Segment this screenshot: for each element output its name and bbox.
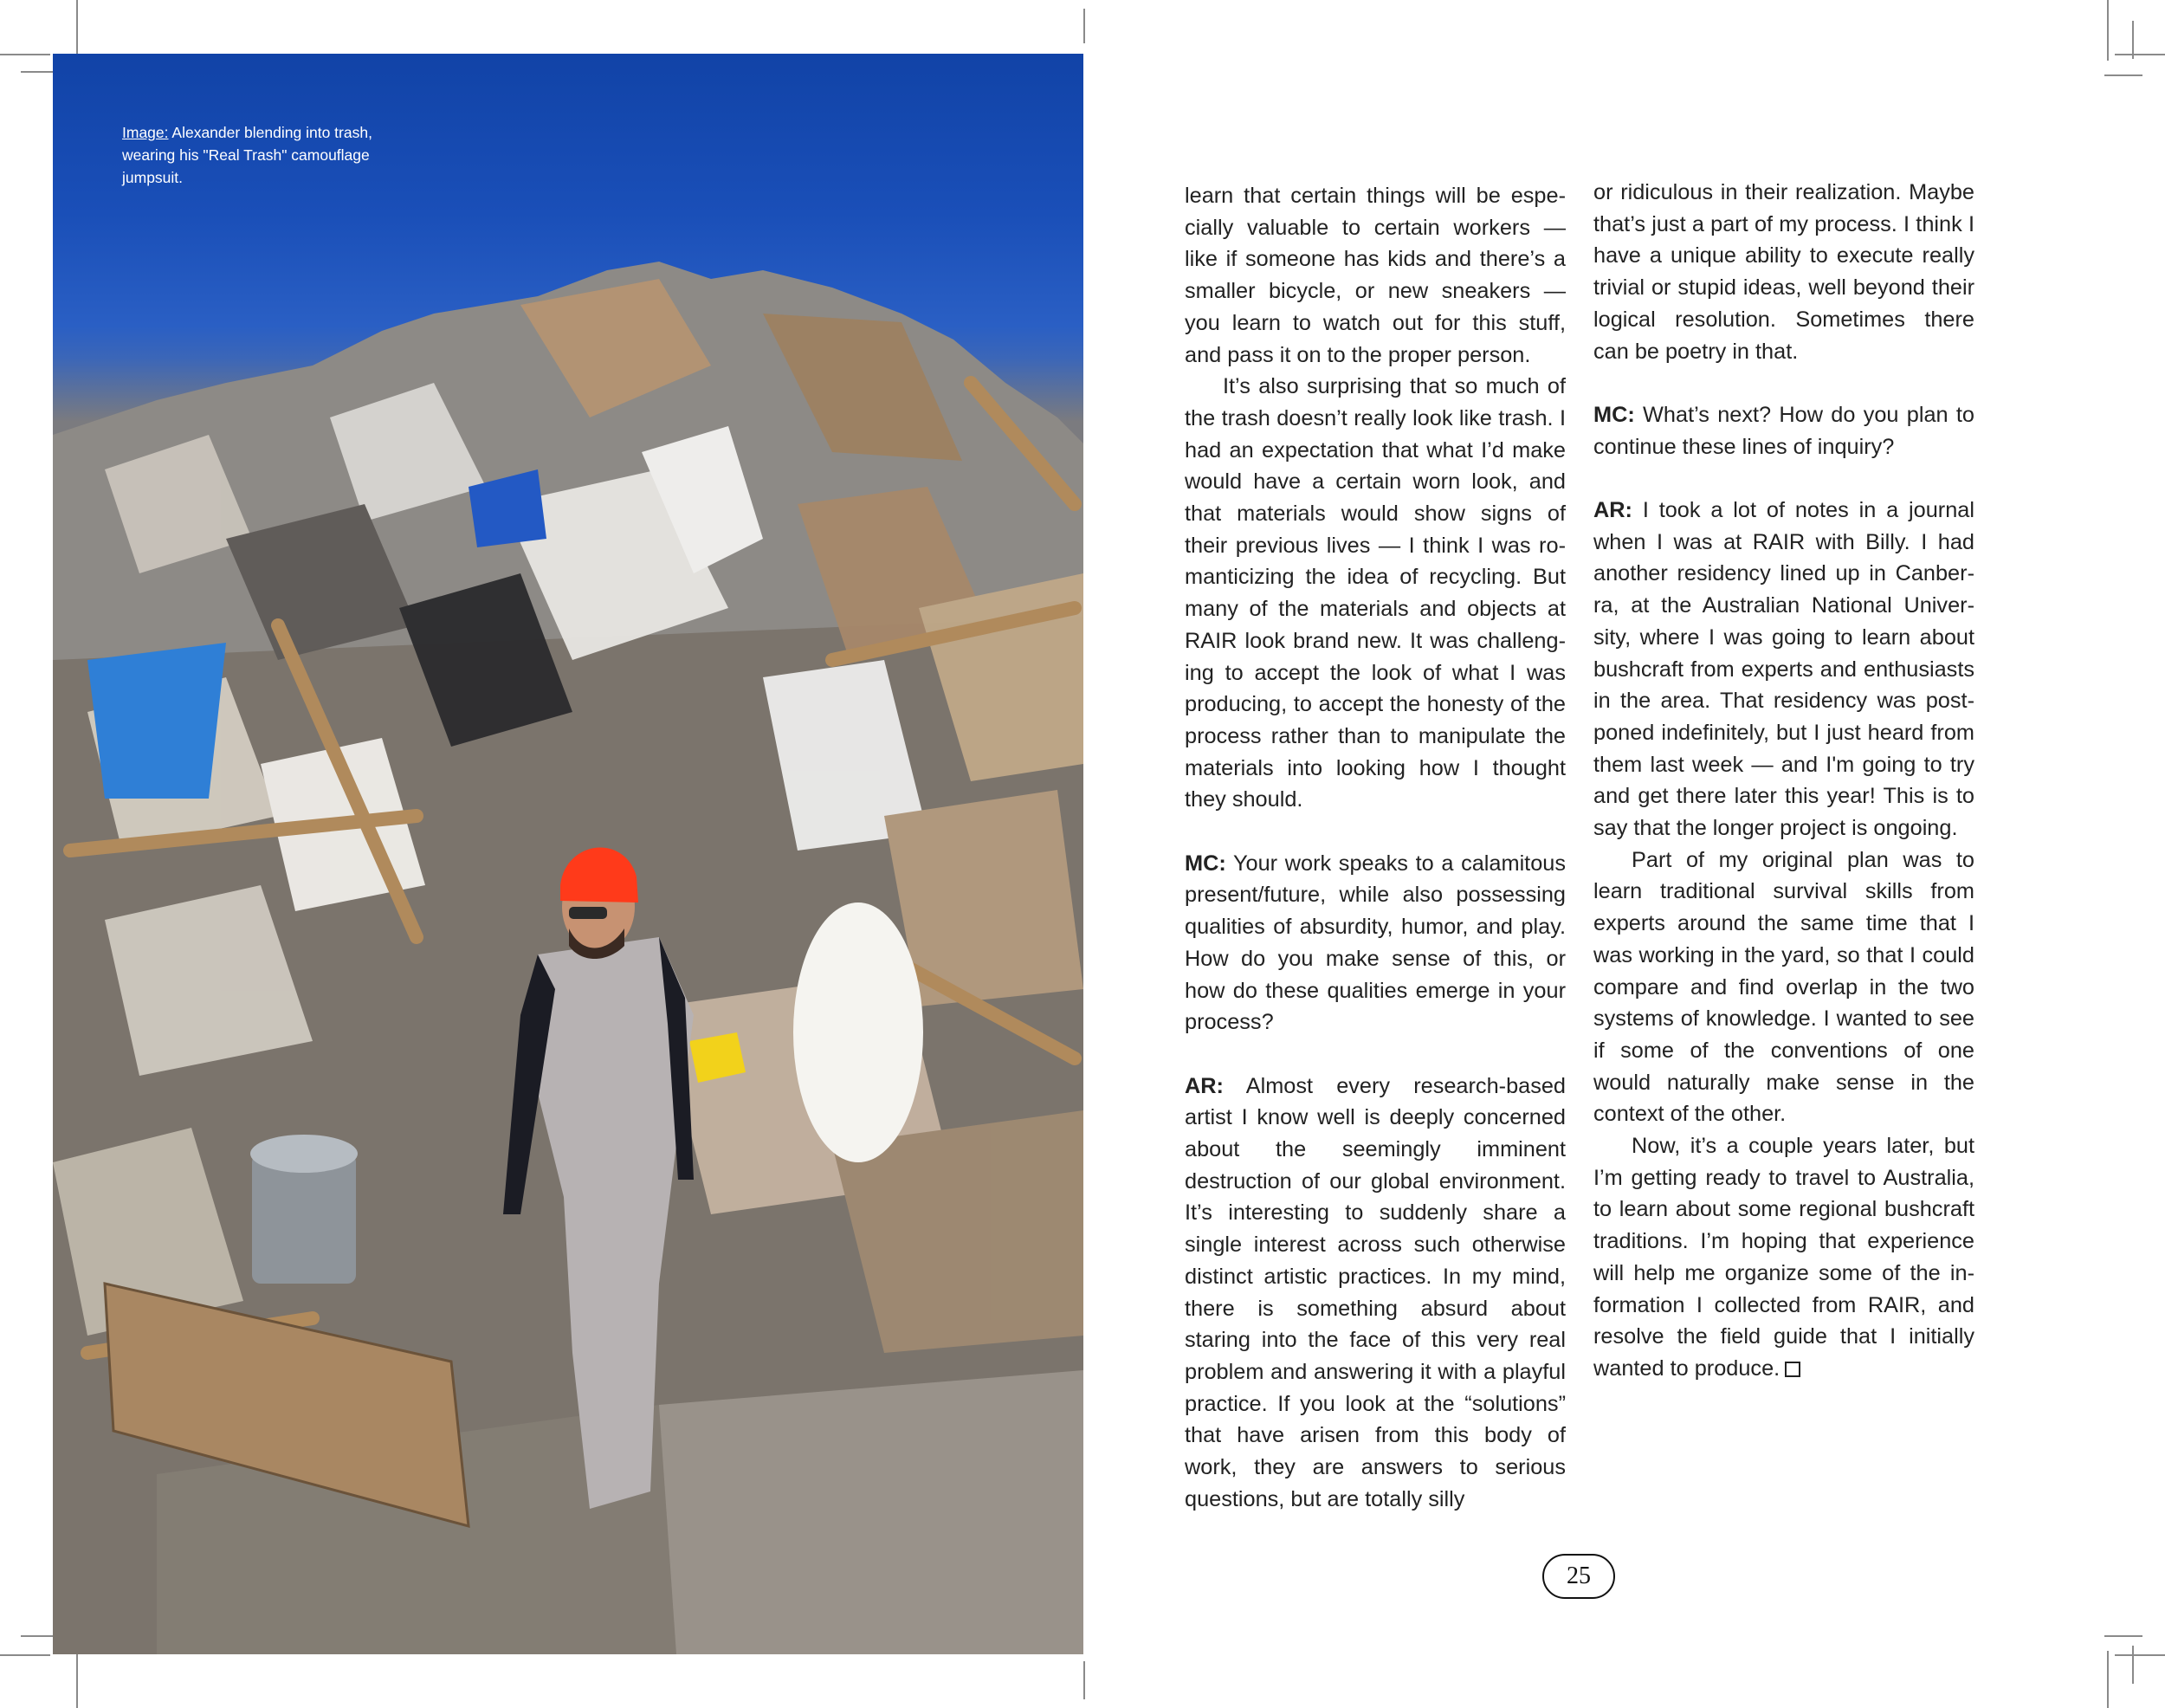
crop-mark (2115, 54, 2165, 55)
paragraph: Part of my original plan was to learn traditional survival skills from experts around the same time that I was working in the yard, so that I could compare and find overlap in the two systems of knowledge. I wanted to see if some of the conventions of one would naturally make sense in the context of the other. (1593, 847, 1974, 1127)
crop-mark (2115, 1654, 2165, 1656)
crop-mark (0, 1654, 50, 1656)
page-number: 25 (1542, 1554, 1615, 1599)
photo-caption (122, 121, 382, 189)
article-column-2 (1593, 177, 1974, 1385)
paragraph-text: Now, it’s a couple years later, but I’m getting ready to travel to Australia, to learn about some regional bushcraft traditions. I’m hoping that experience will help me organize some of the information I collected from RAIR, and resolve the field guide that I initially wanted to produce. (1593, 1134, 1974, 1381)
answer-text: I took a lot of notes in a journal when I was at RAIR with Billy. I had another residency lined up in Canberra, at the Australian National University, where I was going to learn about bushcraft from experts and enthusiasts in the area. That residency was postponed indefinitely, but I just heard from them last week — and I'm going to try and get there later this year! This is to say that the longer project is ongoing. (1593, 498, 1974, 841)
answer-text: Almost every research-based artist I know well is deeply concerned about the seemingly imminent destruction of our global environment. It’s interesting to suddenly share a single interest across such otherwise distinct artistic practices. In my mind, there is something absurd about staring into the face of this very real problem and answering it with a playful practice. If you look at the “solutions” that have arisen from this body of work, they are answers to serious questions, but are totally silly (1185, 1073, 1566, 1511)
paragraph: learn that certain things will be especially valuable to certain workers — like if someone has kids and there’s a smaller bicycle, or new sneakers — you learn to watch out for this stuff, and pass it on to the proper person. (1185, 184, 1566, 367)
paragraph: or ridiculous in their realization. Maybe that’s just a part of my process. I think I have a unique ability to execute really trivial or stupid ideas, well beyond their logical resolution. Sometimes there can be poetry in that. (1593, 180, 1974, 364)
question-text: What’s next? How do you plan to continue these lines of inquiry? (1593, 402, 1974, 459)
paragraph: It’s also surprising that so much of the trash doesn’t really look like trash. I had an expectation that what I’d make would have a certain worn look, and that materials would show signs of their previous lives — I think I was romanticizing the idea of recycling. But many of the materials and objects at RAIR look brand new. It was challenging to accept the look of what I was producing, to accept the honesty of the process rather than to manipulate the materials into looking how I thought they should. (1185, 374, 1566, 812)
question-paragraph (1185, 848, 1566, 1038)
crop-mark (76, 1651, 78, 1708)
crop-mark (2132, 1646, 2134, 1684)
answer-paragraph (1185, 1071, 1566, 1516)
speaker-label: AR: (1593, 498, 1632, 522)
crop-mark (1083, 1661, 1085, 1699)
paragraph (1593, 1130, 1974, 1385)
crop-mark (0, 54, 50, 55)
crop-mark (2104, 74, 2142, 76)
speaker-label: MC: (1185, 851, 1226, 876)
speaker-label: AR: (1185, 1073, 1224, 1098)
speaker-label: MC: (1593, 402, 1635, 427)
question-paragraph (1593, 399, 1974, 463)
crop-mark (1083, 9, 1085, 43)
caption-text: Alexander blending into trash, wearing his "Real Trash" camouflage jumpsuit. (122, 124, 372, 186)
answer-paragraph (1593, 495, 1974, 844)
trash-pile-illustration (53, 54, 1083, 1654)
crop-mark (2107, 0, 2109, 61)
crop-mark (2107, 1651, 2109, 1708)
trash-pile-photo (53, 54, 1083, 1654)
crop-mark (2104, 1635, 2142, 1637)
caption-label: Image: (122, 124, 169, 141)
article-column-1 (1185, 180, 1566, 1516)
end-mark-icon (1785, 1362, 1800, 1377)
question-text: Your work speaks to a calamitous present/future, while also possessing qualities of absurdity, humor, and play. How do you make sense of this, or how do these qualities emerge in your process? (1185, 851, 1566, 1035)
